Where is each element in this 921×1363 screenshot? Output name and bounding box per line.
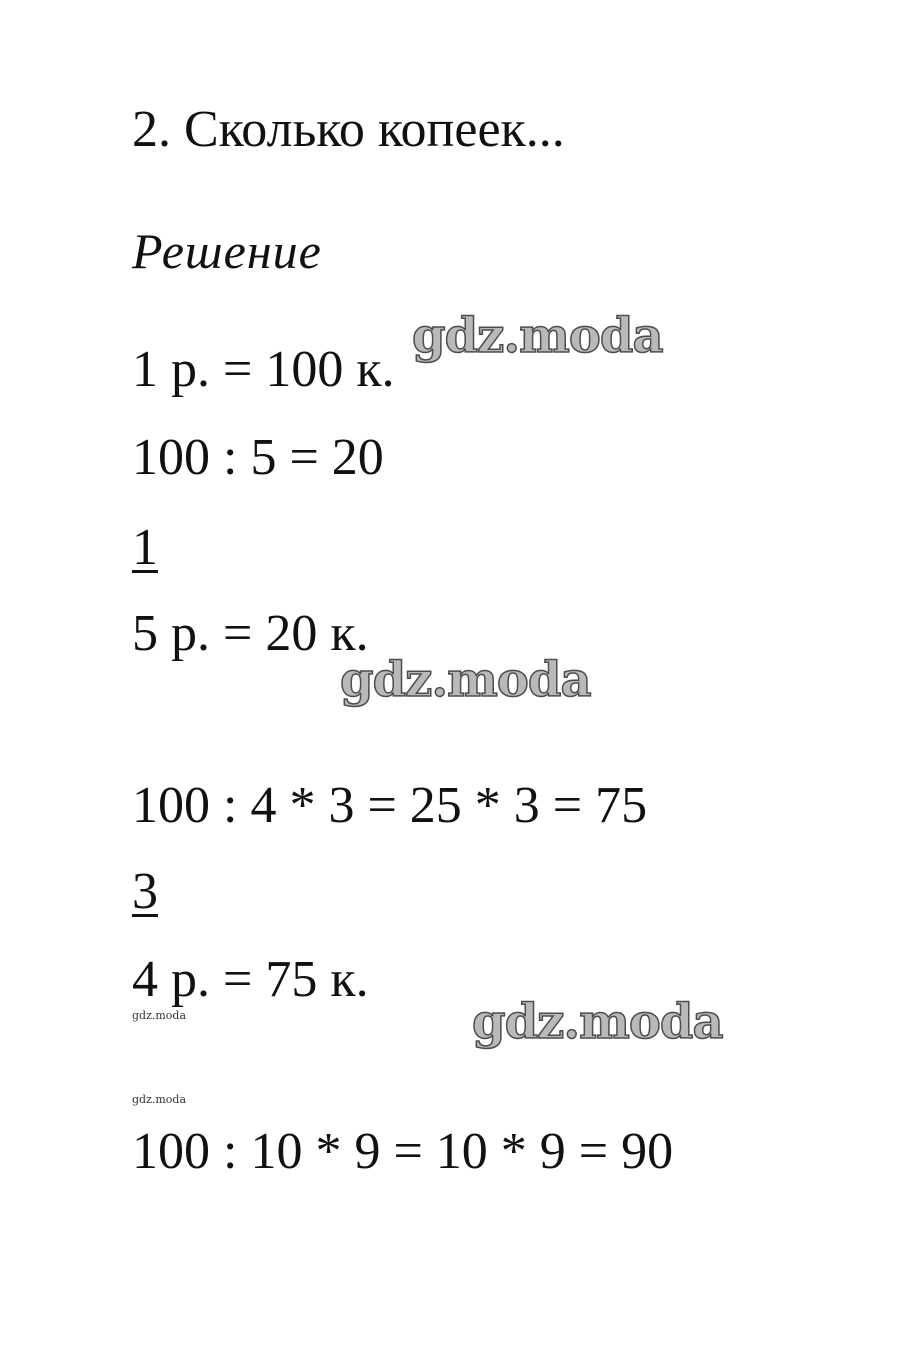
solution-line-2: 100 : 5 = 20 bbox=[132, 429, 384, 486]
solution-line-5: 4 р. = 75 к. bbox=[132, 951, 369, 1008]
solution-line-6: 100 : 10 * 9 = 10 * 9 = 90 bbox=[132, 1123, 674, 1180]
watermark-small: gdz.moda bbox=[132, 1093, 187, 1106]
watermark-small: gdz.moda bbox=[132, 1009, 187, 1022]
solution-line-1: 1 р. = 100 к. bbox=[132, 341, 395, 398]
solution-line-3: 5 р. = 20 к. bbox=[132, 605, 369, 662]
fraction-numerator-2: 3 bbox=[132, 863, 158, 920]
solution-label: Решение bbox=[132, 223, 322, 279]
watermark-logo: gdz.moda bbox=[472, 994, 723, 1050]
watermark-logo: gdz.moda bbox=[412, 308, 663, 364]
task-title: 2. Сколько копеек... bbox=[132, 101, 565, 158]
fraction-numerator-1: 1 bbox=[132, 519, 158, 576]
watermark-logo: gdz.moda bbox=[340, 652, 591, 708]
solution-line-4: 100 : 4 * 3 = 25 * 3 = 75 bbox=[132, 777, 648, 834]
